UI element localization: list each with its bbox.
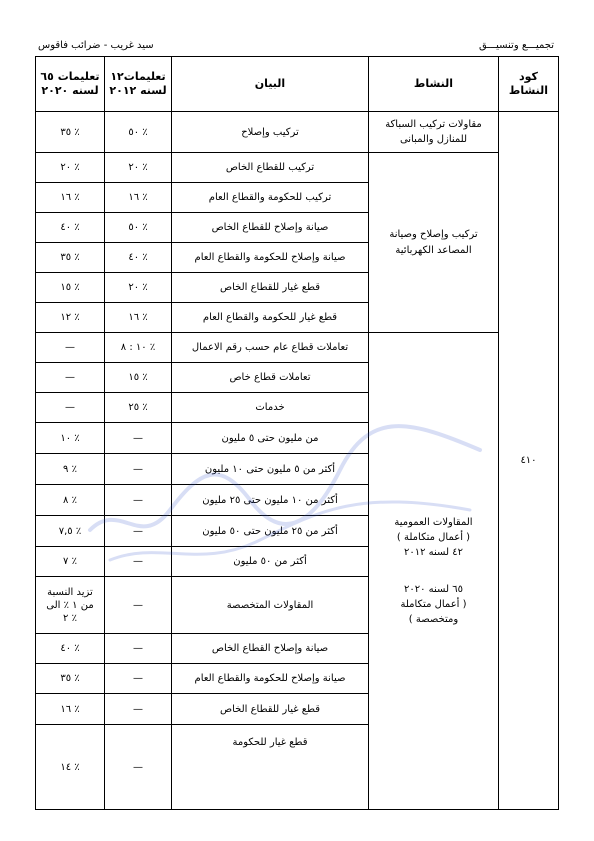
rate-2012-cell: — [105,485,172,516]
statement-cell: قطع غيار للقطاع الخاص [172,694,369,725]
rate-2012-cell: ٪ ١٥ [105,363,172,393]
col-header-statement: البيان [172,57,369,112]
rate-2020-cell: ٪ ١٦ [36,183,105,213]
statement-cell: تركيب وإصلاح [172,112,369,153]
statement-cell: من مليون حتى ٥ مليون [172,423,369,454]
rate-2012-cell: ٪ ٤٠ [105,243,172,273]
rate-2012-cell: — [105,694,172,725]
rate-2020-cell: ٪ ١٢ [36,303,105,333]
rate-2012-cell: — [105,725,172,810]
rate-2020-cell: ٪ ٧ [36,547,105,577]
rate-2020-cell: — [36,333,105,363]
statement-cell: قطع غيار للحكومة [172,725,369,810]
table-row [36,153,559,183]
header-author: سيد غريب - ضرائب فاقوس [38,40,154,51]
rate-2012-cell: ٪ ٢٥ [105,393,172,423]
rate-2012-cell: ٪ ٥٠ [105,213,172,243]
statement-cell: صيانة وإصلاح للقطاع الخاص [172,213,369,243]
table-header-row [36,57,559,112]
rate-2020-cell: ٪ ٣٥ [36,664,105,694]
table-row [36,112,559,153]
activity-code-cell: ٤١٠ [499,112,559,810]
activity-group-plumbing: مقاولات تركيب السباكة للمنازل والمبانى [369,112,499,153]
rate-2020-cell: ٪ ٣٥ [36,243,105,273]
statement-cell: أكثر من ٥٠ مليون [172,547,369,577]
group-line: ٤٢ لسنه ٢٠١٢ [404,547,463,558]
rate-2012-cell: — [105,634,172,664]
statement-cell: تعاملات قطاع خاص [172,363,369,393]
rate-2020-cell: ٪ ٣٥ [36,112,105,153]
statement-cell: أكثر من ٥ مليون حتى ١٠ مليون [172,454,369,485]
statement-cell: تركيب للحكومة والقطاع العام [172,183,369,213]
statement-cell: أكثر من ٢٥ مليون حتى ٥٠ مليون [172,516,369,547]
rate-2020-cell: — [36,363,105,393]
rate-2012-cell: ٪ ٢٠ [105,153,172,183]
activity-group-general-contracting [369,333,499,810]
rate-2012-cell: — [105,454,172,485]
rate-line: من ١ ٪ الى [46,599,94,611]
col-header-inst-2020: تعليمات ٦٥ لسنه ٢٠٢٠ [36,57,105,112]
col-header-inst-2012: تعليمات١٢ لسنه ٢٠١٢ [105,57,172,112]
rate-2012-cell: — [105,423,172,454]
rate-2020-cell: ٪ ٨ [36,485,105,516]
group-line: ومتخصصة ) [408,614,459,625]
statement-cell: تعاملات قطاع عام حسب رقم الاعمال [172,333,369,363]
statement-cell: تركيب للقطاع الخاص [172,153,369,183]
statement-cell: صيانة وإصلاح للحكومة والقطاع العام [172,243,369,273]
rate-2020-cell: ٪ ٤٠ [36,634,105,664]
statement-cell: أكثر من ١٠ مليون حتى ٢٥ مليون [172,485,369,516]
group-line: ( أعمال متكاملة ) [396,532,471,543]
rate-2020-cell: ٪ ٤٠ [36,213,105,243]
statement-cell: قطع غيار للحكومة والقطاع العام [172,303,369,333]
table-row [36,333,559,363]
rate-line: تزيد النسبة [47,586,93,598]
rate-2012-cell: ٪ ٥٠ [105,112,172,153]
rate-2020-cell: ٪ ١٥ [36,273,105,303]
rate-2020-cell: ٪ ٩ [36,454,105,485]
statement-cell: صيانة وإصلاح القطاع الخاص [172,634,369,664]
rate-2020-cell: ٪ ١٤ [36,725,105,810]
rate-2012-cell: ٪ ٢٠ [105,273,172,303]
rate-2020-cell: ٪ ٢٠ [36,153,105,183]
rate-2020-cell: ٪ ٧,٥ [36,516,105,547]
statement-cell: قطع غيار للقطاع الخاص [172,273,369,303]
group-line: ٦٥ لسنه ٢٠٢٠ [404,584,463,595]
rate-2020-cell [36,577,105,634]
rate-2012-cell: — [105,664,172,694]
group-line: المقاولات العمومية [394,517,473,528]
rate-2020-cell: — [36,393,105,423]
rate-2012-cell: ٪ ١٦ [105,303,172,333]
rate-2020-cell: ٪ ١٠ [36,423,105,454]
statement-cell: صيانة وإصلاح للحكومة والقطاع العام [172,664,369,694]
col-header-code: كود النشاط [499,57,559,112]
activity-group-elevators: تركيب وإصلاح وصيانة المصاعد الكهربائية [369,153,499,333]
activity-tax-table [35,56,559,810]
rate-2012-cell: ٪ ١٦ [105,183,172,213]
rate-2012-cell: — [105,516,172,547]
group-line: ( أعمال متكاملة [400,599,467,610]
statement-cell: المقاولات المتخصصة [172,577,369,634]
rate-2012-cell: ٪ ١٠ : ٨ [105,333,172,363]
col-header-activity: النشاط [369,57,499,112]
header-compiled-label: تجميـــع وتنسيـــق [478,40,554,51]
rate-2012-cell: — [105,547,172,577]
rate-2012-cell: — [105,577,172,634]
rate-line: ٪ ٢ [63,612,77,624]
statement-cell: خدمات [172,393,369,423]
rate-2020-cell: ٪ ١٦ [36,694,105,725]
